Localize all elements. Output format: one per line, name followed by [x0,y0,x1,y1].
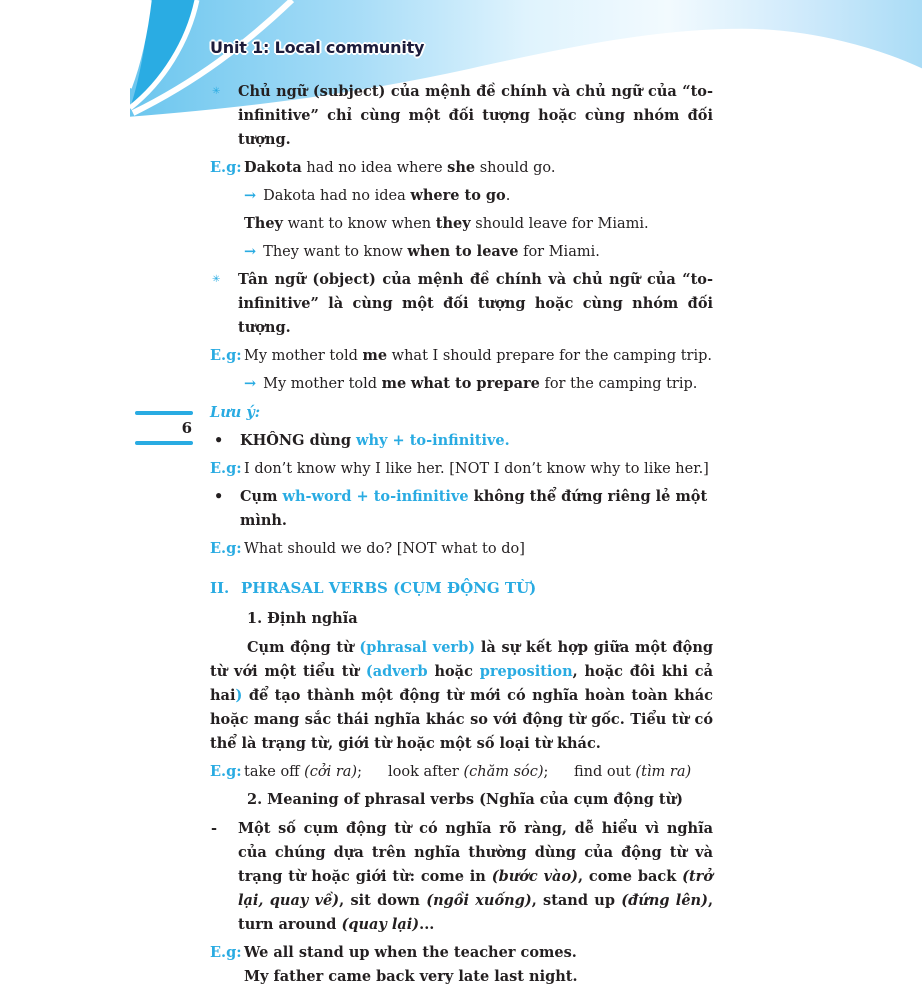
eg-label: E.g: [210,540,242,557]
text-run: Dakota [244,159,302,176]
text-run: là sự kết hợp giữa một động từ với một tiểu từ [210,639,713,680]
text-run: take off [244,764,305,780]
text-run: “to-infinitive” [238,83,713,124]
text-run: My father came back very late last night. [244,968,578,985]
badge-bottom-rule [135,441,193,445]
lesson-content-column [210,80,713,993]
text-run: hoặc [427,663,480,680]
example-column [388,760,574,784]
text-run: ... [419,916,435,933]
text-run: Cụm động từ [247,639,360,656]
section-heading [210,576,713,600]
text-run: My mother told [263,376,382,392]
example-line [210,344,713,368]
dot-bullet-icon: • [214,488,224,505]
example-column [244,760,388,784]
text-run: ; [543,764,549,780]
text-run: ; [357,764,362,780]
text-run: (cởi ra) [304,764,358,780]
text-run: want to know when [282,216,436,232]
text-run: KHÔNG dùng [240,432,357,449]
text-run: wh-word + to-infinitive [282,488,469,505]
sub-heading [247,788,713,812]
text-run: I don’t know why I like her. [NOT I don’t know why to like her.] [244,461,709,477]
eg-label: E.g: [210,460,242,477]
text-run: for the camping trip. [539,376,698,392]
text-run: look after [388,764,464,780]
page-number-badge [135,411,193,445]
arrow-right-icon: → [244,187,257,204]
text-run: PHRASAL VERBS (CỤM ĐỘNG TỪ) [241,579,537,597]
example-column [574,764,691,780]
text-run: , turn around [238,892,714,933]
text-run: preposition [479,663,573,680]
section-number: II. [210,579,230,597]
dot-bullet-item [210,485,713,533]
text-run: (ngồi xuống) [426,892,532,909]
text-run: 2. Meaning of phrasal verbs (Nghĩa của cụm động từ) [247,791,684,808]
text-run: when to leave [407,243,519,260]
arrow-right-icon: → [244,375,257,392]
eg-label: E.g: [210,347,242,364]
text-run: không thể đứng riêng lẻ một mình. [240,488,708,529]
text-run: Một số cụm động từ có nghĩa rõ ràng, dễ hiểu vì nghĩa của chúng dựa trên nghĩa thường dùng của động từ và trạng từ hoặc giới từ: come in [238,820,713,885]
dash-bullet-icon: - [211,820,218,837]
eg-label: E.g: [210,944,242,961]
text-run: là cùng một đối tượng hoặc cùng nhóm đối tượng. [238,295,713,336]
text-run: (adverb [365,663,428,680]
eg-label: E.g: [210,763,242,780]
rewrite-arrow-line [210,240,713,264]
text-run: . [505,188,511,204]
text-run: 1. Định nghĩa [247,610,358,627]
text-run: (tìm ra) [635,764,692,780]
example-columns-line [210,760,713,784]
text-run: (phrasal verb) [359,639,476,656]
text-run: We all stand up when the teacher comes. [244,944,577,961]
text-run: , hoặc đôi khi cả hai [210,663,713,704]
sub-heading [247,607,713,631]
text-run: should leave for Miami. [470,216,649,232]
note-title [210,401,713,425]
star-bullet-item [210,268,713,340]
text-run: ) [235,687,243,704]
rewrite-arrow-line [210,372,713,396]
example-line [244,941,713,965]
page-number: 6 [181,419,192,437]
text-run: , stand up [531,892,622,909]
text-run: (chăm sóc) [463,764,544,780]
definition-paragraph [210,636,713,756]
text-run: had no idea where [301,160,448,176]
example-line [210,537,713,561]
text-run: she [447,159,476,176]
arrow-right-icon: → [244,243,257,260]
text-run: They want to know [263,244,408,260]
text-run: They [244,215,283,232]
text-run: chỉ cùng một đối tượng hoặc cùng nhóm đối tượng. [238,107,713,148]
text-run: what I should prepare for the camping trip. [387,348,713,364]
example-line [210,457,713,481]
text-run: (bước vào) [491,868,578,885]
text-run: , come back [577,868,683,885]
text-run: Tân ngữ (object) của mệnh đề chính và chủ ngữ của [238,271,683,288]
eg-label: E.g: [210,159,242,176]
text-run: for Miami. [518,244,600,260]
dash-bullet-item [210,817,713,937]
dot-bullet-item [210,429,713,453]
text-run: me [362,347,388,364]
text-run: Dakota had no idea [263,188,411,204]
dot-bullet-icon: • [214,432,224,449]
star-bullet-icon: ✳ [212,86,221,97]
example-line-continued [210,212,713,236]
text-run: where to go [410,187,506,204]
text-run: (đứng lên) [621,892,708,909]
example-line [244,965,713,989]
text-run: should go. [475,160,556,176]
text-run: Cụm [240,488,283,505]
example-line [210,156,713,180]
text-run: me [381,375,407,392]
text-run: what to prepare [410,375,540,392]
text-run: “to-infinitive” [238,271,713,312]
text-run: (trở lại, quay về) [238,868,713,909]
text-run: why + to-infinitive. [356,432,510,449]
example-multiline [210,941,713,989]
unit-title: Unit 1: Local community [210,38,425,57]
text-run: để tạo thành một động từ mới có nghĩa hoàn toàn khác hoặc mang sắc thái nghĩa khác so với động từ gốc. Tiểu từ có thể là trạng từ, giới từ hoặc một số loại từ khác. [210,687,713,752]
text-run: What should we do? [NOT what to do] [244,541,525,557]
star-bullet-icon: ✳ [212,274,221,285]
text-run: Chủ ngữ (subject) của mệnh đề chính và chủ ngữ của [238,83,683,100]
text-run: , sit down [339,892,427,909]
text-run: Lưu ý: [210,404,261,421]
rewrite-arrow-line [210,184,713,208]
star-bullet-item [210,80,713,152]
text-run: (quay lại) [341,916,420,933]
text-run: they [435,215,471,232]
text-run: find out [574,764,636,780]
text-run: My mother told [244,348,363,364]
